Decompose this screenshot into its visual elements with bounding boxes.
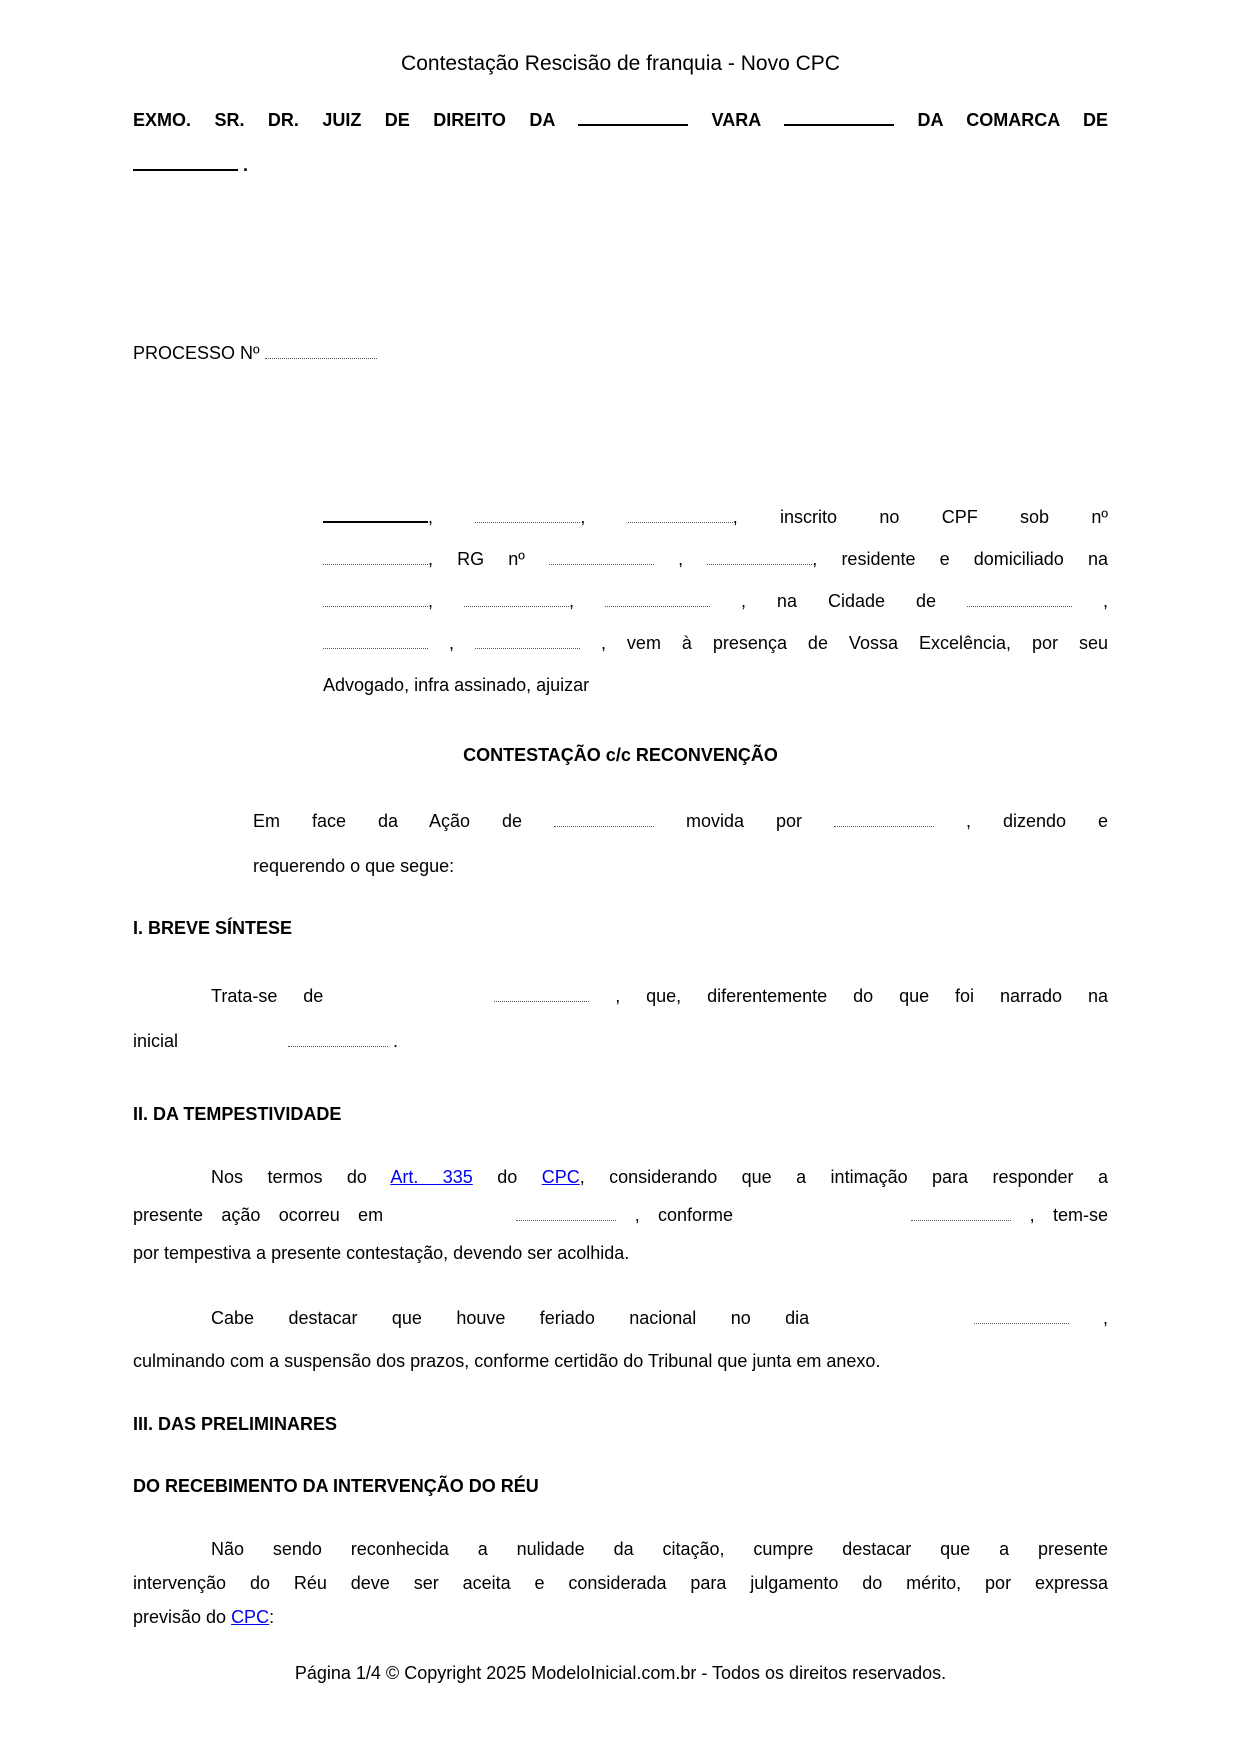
header-line: . [133, 154, 1108, 176]
cpc-link[interactable]: CPC [541, 1167, 580, 1187]
page-footer: Página 1/4 © Copyright 2025 ModeloInicial.com.br - Todos os direitos reservados. [294, 1663, 947, 1683]
blank-field [475, 508, 580, 523]
feriado-line: Cabe destacar que houve feriado nacional no dia , [211, 1308, 1108, 1328]
qualification-paragraph [323, 506, 1108, 696]
emface-line: Em face da Ação de movida por , dizendo e [253, 811, 1108, 831]
recebimento-line: previsão do CPC: [133, 1607, 275, 1627]
recebimento-line: intervenção do Réu deve ser aceita e considerada para julgamento do mérito, por expressa [133, 1573, 1108, 1593]
blank-field [133, 155, 238, 171]
blank-field [288, 1032, 388, 1047]
blank-field [549, 550, 654, 565]
qualification-line: , , vem à presença de Vossa Excelência, por seu [323, 632, 1108, 654]
trata-line: Trata-se de , que, diferentemente do que foi narrado na [211, 986, 1108, 1006]
section-heading-contestacao: CONTESTAÇÃO c/c RECONVENÇÃO [463, 745, 778, 765]
blank-field [911, 1206, 1011, 1221]
template-gap [183, 1046, 288, 1047]
header-paragraph [133, 109, 1108, 176]
blank-field [323, 634, 428, 649]
blank-field [323, 507, 428, 523]
blank-field [974, 1309, 1069, 1324]
section-heading-sintese: I. BREVE SÍNTESE [133, 918, 293, 938]
blank-field [605, 592, 710, 607]
blank-field [834, 812, 934, 827]
processo-line: PROCESSO Nº [133, 342, 1108, 364]
blank-field [784, 110, 894, 126]
recebimento-line: Não sendo reconhecida a nulidade da citação, cumpre destacar que a presente [211, 1539, 1108, 1559]
tempestividade-paragraph [133, 1166, 1108, 1264]
qualification-line: , RG nº , , residente e domiciliado na [323, 548, 1108, 570]
blank-field [967, 592, 1072, 607]
template-gap [401, 1220, 516, 1221]
feriado-paragraph [133, 1307, 1108, 1372]
blank-field [323, 592, 428, 607]
feriado-line: culminando com a suspensão dos prazos, conforme certidão do Tribunal que junta em anexo. [133, 1351, 881, 1371]
section-heading-tempestividade: II. DA TEMPESTIVIDADE [133, 1104, 342, 1124]
blank-field [464, 592, 569, 607]
template-gap [349, 1001, 494, 1002]
blank-field [265, 344, 377, 359]
trata-line: inicial . [133, 1031, 399, 1051]
art-335-link[interactable]: Art. 335 [390, 1167, 473, 1187]
recebimento-paragraph [133, 1538, 1108, 1628]
qualification-line: , , , inscrito no CPF sob nº [323, 506, 1108, 528]
cpc-link-2[interactable]: CPC [231, 1607, 270, 1627]
qualification-line: , , , na Cidade de , [323, 590, 1108, 612]
tempestividade-line: presente ação ocorreu em , conforme , tem-se [133, 1205, 1108, 1225]
blank-field [516, 1206, 616, 1221]
blank-field [578, 110, 688, 126]
tempestividade-line: Nos termos do Art. 335 do CPC, considerando que a intimação para responder a [211, 1167, 1108, 1187]
trata-paragraph [133, 985, 1108, 1052]
header-line: EXMO. SR. DR. JUIZ DE DIREITO DA VARA DA COMARCA DE [133, 110, 1108, 130]
blank-field [494, 987, 589, 1002]
tempestividade-line: por tempestiva a presente contestação, devendo ser acolhida. [133, 1243, 630, 1263]
qualification-line: Advogado, infra assinado, ajuizar [323, 675, 590, 695]
section-heading-recebimento: DO RECEBIMENTO DA INTERVENÇÃO DO RÉU [133, 1476, 539, 1496]
blank-field [554, 812, 654, 827]
blank-field [707, 550, 812, 565]
blank-field [628, 508, 733, 523]
template-gap [844, 1323, 974, 1324]
blank-field [323, 550, 428, 565]
template-gap [751, 1220, 911, 1221]
emface-line: requerendo o que segue: [253, 856, 455, 876]
page-title: Contestação Rescisão de franquia - Novo CPC [401, 52, 840, 75]
processo-paragraph [133, 342, 1108, 364]
blank-field [475, 634, 580, 649]
section-heading-preliminares: III. DAS PRELIMINARES [133, 1414, 338, 1434]
emface-paragraph [253, 810, 1108, 877]
